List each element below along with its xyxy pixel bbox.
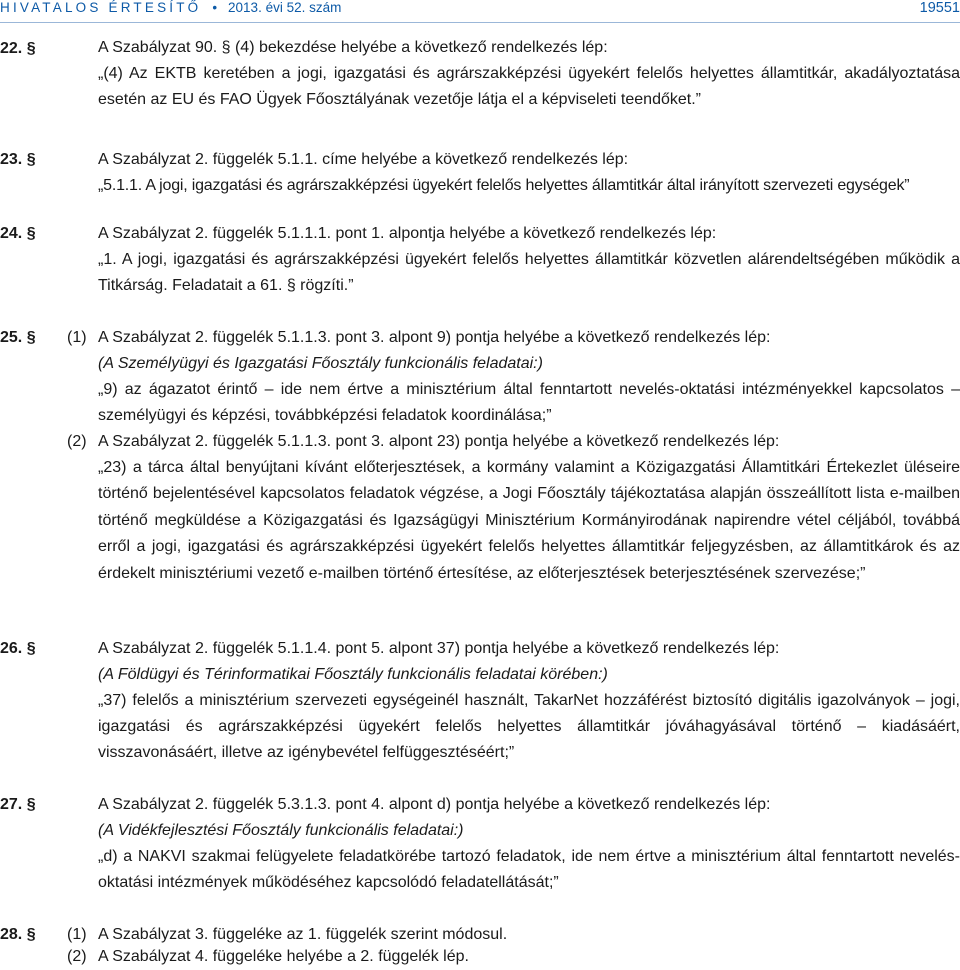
- subsection-intro: A Szabályzat 2. függelék 5.1.1.3. pont 3. alpont 9) pontja helyébe a következő rendelkezés lép:: [98, 329, 771, 346]
- publication-title: [0, 0, 341, 15]
- subsection-text: A Szabályzat 3. függeléke az 1. függelék szerint módosul.: [98, 926, 508, 943]
- publication-name: HIVATALOS ÉRTESÍTŐ: [0, 0, 202, 15]
- page-number: 19551: [919, 0, 960, 16]
- section-number: 27. §: [0, 796, 36, 813]
- amendment-text: „37) felelős a minisztérium szervezeti egységeinél használt, TakarNet hozzáférést biztosító digitális igazolványok – jogi, igazgatási és agrárszakképzési ügyekért felelős helyettes államtitkár jóváhagyásával történő – kiadásáért, visszavonásáért, illetve az igénybevétel felfüggesztéséért;”: [98, 692, 960, 761]
- page-header: [0, 0, 960, 18]
- amendment-text: „9) az ágazatot érintő – ide nem értve a minisztérium által fenntartott nevelés-oktatási intézményekkel kapcsolatos – személyügyi és képzési, továbbképzési feladatok koordinálása;”: [98, 381, 960, 424]
- context-heading: (A Személyügyi és Igazgatási Főosztály funkcionális feladatai:): [98, 355, 543, 372]
- section-number: 23. §: [0, 151, 36, 168]
- subsection-text: A Szabályzat 4. függeléke helyébe a 2. függelék lép.: [98, 948, 469, 965]
- section-intro: A Szabályzat 2. függelék 5.3.1.3. pont 4. alpont d) pontja helyébe a következő rendelkezés lép:: [98, 796, 771, 813]
- header-separator: •: [212, 0, 218, 15]
- header-divider: [0, 22, 960, 23]
- amendment-text: „d) a NAKVI szakmai felügyelete feladatkörébe tartozó feladatok, ide nem értve a minisztérium által fenntartott nevelés-oktatási intézmények működéséhez kapcsolódó feladatellátását;”: [98, 848, 960, 891]
- section-number: 26. §: [0, 640, 36, 657]
- amendment-text: „5.1.1. A jogi, igazgatási és agrárszakképzési ügyekért felelős helyettes államtitkár által irányított szervezeti egységek”: [98, 177, 910, 194]
- subsection-label: (1): [67, 329, 87, 346]
- section-number: 28. §: [0, 926, 36, 943]
- section-intro: A Szabályzat 2. függelék 5.1.1.4. pont 5. alpont 37) pontja helyébe a következő rendelkezés lép:: [98, 640, 780, 657]
- subsection-label: (2): [67, 433, 87, 450]
- section-number: 25. §: [0, 329, 36, 346]
- issue-label: 2013. évi 52. szám: [228, 0, 342, 15]
- section-intro: A Szabályzat 2. függelék 5.1.1.1. pont 1. alpontja helyébe a következő rendelkezés lép:: [98, 225, 717, 242]
- subsection-label: (2): [67, 948, 87, 965]
- amendment-text: „23) a tárca által benyújtani kívánt előterjesztések, a kormány valamint a Közigazgatási Államtitkári Értekezlet üléseire történő bejelentésével kapcsolatos feladatok végzése, a Jogi Főosztály tájékoztatása alapján összeállított lista e-mailben történő megküldése a Közigazgatási és Igazságügyi Minisztérium Kormányirodának napirendre vétel céljából, továbbá erről a jogi, igazgatási és agrárszakképzési ügyekért felelős helyettes államtitkár feljegyzésben, az államtitkárok és az érdekelt minisztériumi vezető e-mailben történő értesítése, az előterjesztések beterjesztésének szervezése;”: [98, 459, 960, 582]
- section-number: 22. §: [0, 40, 36, 57]
- amendment-text: „(4) Az EKTB keretében a jogi, igazgatási és agrárszakképzési ügyekért felelős helyettes államtitkár, akadályoztatása esetén az EU és FAO Ügyek Főosztályának vezetője látja el a képviseleti teendőket.”: [98, 65, 960, 108]
- amendment-text: „1. A jogi, igazgatási és agrárszakképzési ügyekért felelős helyettes államtitkár közvetlen alárendeltségében működik a Titkárság. Feladatait a 61. § rögzíti.”: [98, 251, 960, 294]
- section-intro: A Szabályzat 2. függelék 5.1.1. címe helyébe a következő rendelkezés lép:: [98, 151, 629, 168]
- subsection-label: (1): [67, 926, 87, 943]
- context-heading: (A Vidékfejlesztési Főosztály funkcionális feladatai:): [98, 822, 464, 839]
- section-intro: A Szabályzat 90. § (4) bekezdése helyébe a következő rendelkezés lép:: [98, 39, 608, 56]
- section-number: 24. §: [0, 225, 36, 242]
- context-heading: (A Földügyi és Térinformatikai Főosztály funkcionális feladatai körében:): [98, 666, 608, 683]
- subsection-intro: A Szabályzat 2. függelék 5.1.1.3. pont 3. alpont 23) pontja helyébe a következő rendelkezés lép:: [98, 433, 780, 450]
